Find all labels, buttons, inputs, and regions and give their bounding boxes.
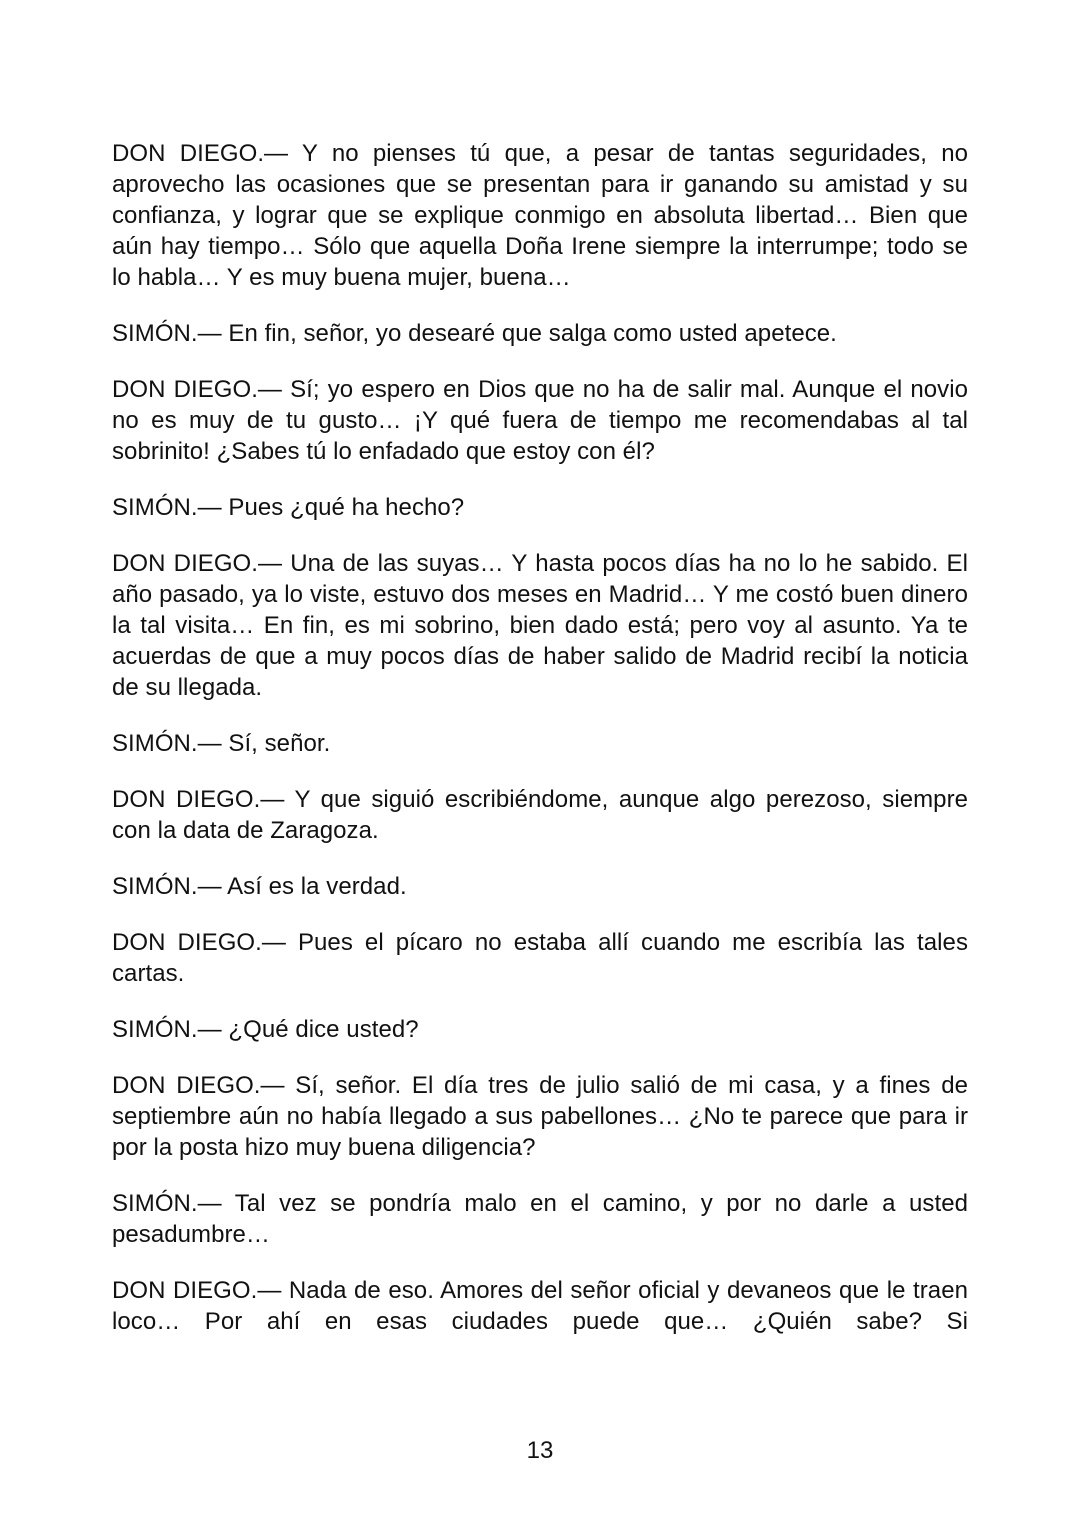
dialogue-paragraph bbox=[112, 1275, 968, 1337]
dialogue-text: Sí, señor. bbox=[221, 730, 331, 757]
dialogue-paragraph bbox=[112, 374, 968, 467]
dialogue-paragraph bbox=[112, 1070, 968, 1163]
dialogue-text: ¿Qué dice usted? bbox=[221, 1016, 419, 1043]
speaker-name: SIMÓN.— bbox=[112, 873, 222, 900]
speaker-name: DON DIEGO.— bbox=[112, 786, 285, 813]
dialogue-text: Pues ¿qué ha hecho? bbox=[221, 494, 465, 521]
dialogue-text: Tal vez se pondría malo en el camino, y por no darle a usted pesadumbre… bbox=[112, 1190, 968, 1248]
dialogue-paragraph bbox=[112, 1188, 968, 1250]
speaker-name: DON DIEGO.— bbox=[112, 929, 286, 956]
document-body bbox=[112, 138, 968, 1362]
page-number: 13 bbox=[526, 1437, 554, 1464]
dialogue-paragraph bbox=[112, 492, 968, 523]
dialogue-text: Y que siguió escribiéndome, aunque algo perezoso, siempre con la data de Zaragoza. bbox=[112, 786, 969, 844]
speaker-name: SIMÓN.— bbox=[112, 320, 222, 347]
dialogue-paragraph bbox=[112, 871, 968, 902]
dialogue-paragraph bbox=[112, 138, 968, 293]
speaker-name: DON DIEGO.— bbox=[112, 550, 283, 577]
dialogue-text: Y no pienses tú que, a pesar de tantas seguridades, no aprovecho las ocasiones que se presentan para ir ganando su amistad y su confianza, y lograr que se explique conmigo en absoluta libertad… Bien que aún hay tiempo… Sólo que aquella Doña Irene siempre la interrumpe; todo se lo habla… Y es muy buena mujer, buena… bbox=[112, 140, 968, 291]
dialogue-text: Pues el pícaro no estaba allí cuando me escribía las tales cartas. bbox=[112, 929, 968, 987]
dialogue-paragraph bbox=[112, 1014, 968, 1045]
speaker-name: DON DIEGO.— bbox=[112, 1072, 285, 1099]
dialogue-paragraph bbox=[112, 548, 968, 703]
dialogue-paragraph bbox=[112, 784, 968, 846]
dialogue-paragraph bbox=[112, 927, 968, 989]
dialogue-text: En fin, señor, yo desearé que salga como usted apetece. bbox=[221, 320, 837, 347]
dialogue-text: Así es la verdad. bbox=[221, 873, 407, 900]
dialogue-paragraph bbox=[112, 318, 968, 349]
dialogue-paragraph bbox=[112, 728, 968, 759]
dialogue-text: Una de las suyas… Y hasta pocos días ha no lo he sabido. El año pasado, ya lo viste, estuvo dos meses en Madrid… Y me costó buen dinero la tal visita… En fin, es mi sobrino, bien dado está; pero voy al asunto. Ya te acuerdas de que a muy pocos días de haber salido de Madrid recibí la noticia de su llegada. bbox=[112, 550, 969, 701]
speaker-name: SIMÓN.— bbox=[112, 494, 222, 521]
speaker-name: DON DIEGO.— bbox=[112, 376, 282, 403]
speaker-name: SIMÓN.— bbox=[112, 1190, 222, 1217]
dialogue-text: Sí; yo espero en Dios que no ha de salir mal. Aunque el novio no es muy de tu gusto… ¡Y qué fuera de tiempo me recomendabas al tal sobrinito! ¿Sabes tú lo enfadado que estoy con él? bbox=[112, 376, 968, 465]
speaker-name: SIMÓN.— bbox=[112, 730, 222, 757]
speaker-name: SIMÓN.— bbox=[112, 1016, 222, 1043]
dialogue-text: Nada de eso. Amores del señor oficial y devaneos que le traen loco… Por ahí en esas ciudades puede que… ¿Quién sabe? Si bbox=[112, 1277, 969, 1335]
dialogue-text: Sí, señor. El día tres de julio salió de mi casa, y a fines de septiembre aún no había llegado a sus pabellones… ¿No te parece que para ir por la posta hizo muy buena diligencia? bbox=[112, 1072, 968, 1161]
speaker-name: DON DIEGO.— bbox=[112, 140, 289, 167]
speaker-name: DON DIEGO.— bbox=[112, 1277, 282, 1304]
